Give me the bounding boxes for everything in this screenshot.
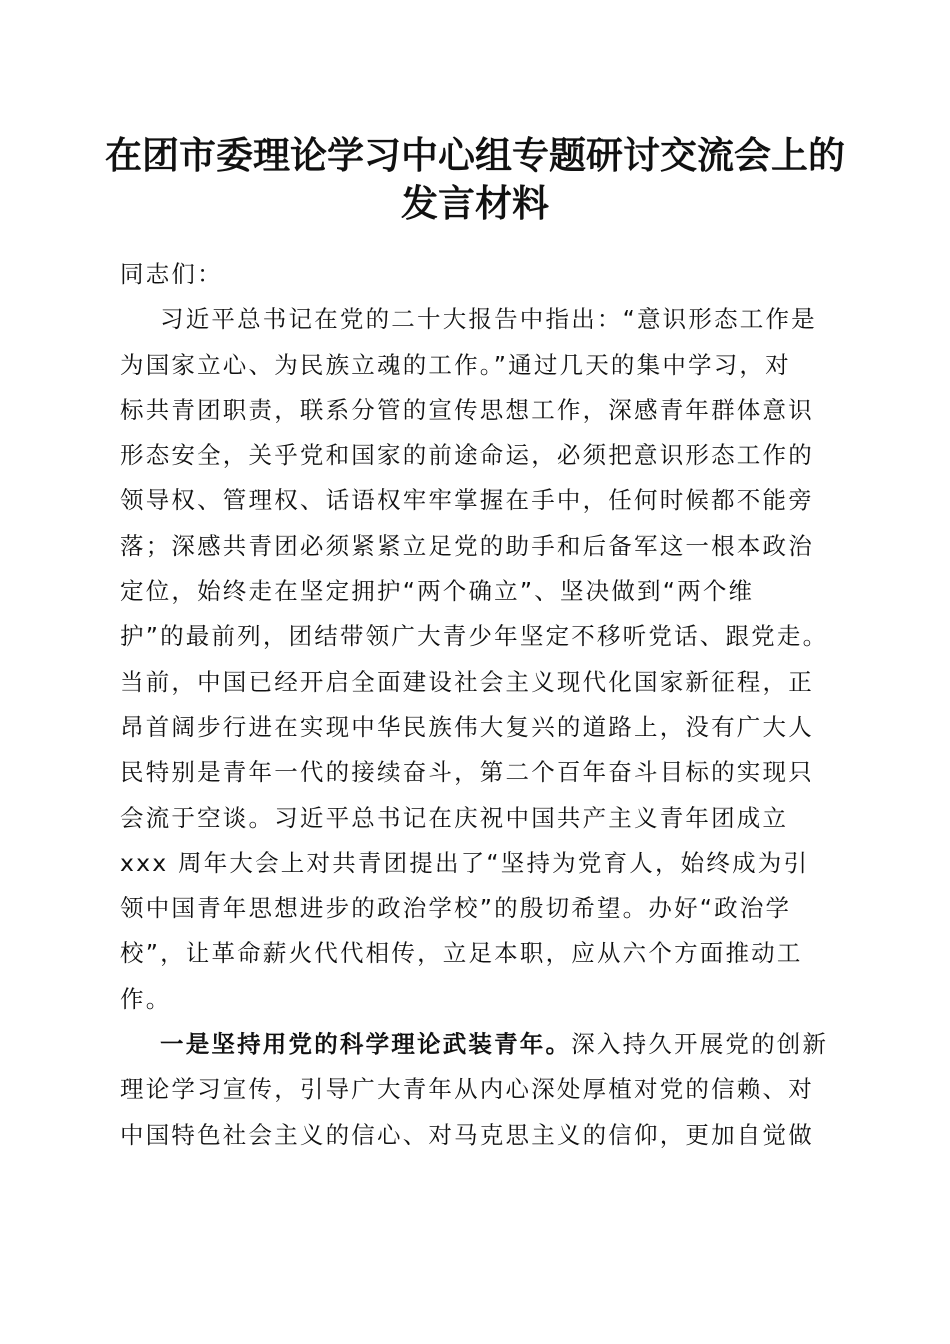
paragraph-1-line: 当前，中国已经开启全面建设社会主义现代化国家新征程，正 <box>120 667 814 696</box>
paragraph-1-line: 领中国青年思想进步的政治学校”的殷切希望。办好“政治学 <box>120 894 792 923</box>
paragraph-1-line: 标共青团职责，联系分管的宣传思想工作，深感青年群体意识 <box>120 395 814 424</box>
paragraph-1-line: 习近平总书记在党的二十大报告中指出：“意识形态工作是 <box>160 305 817 334</box>
paragraph-1-line: 作。 <box>120 984 172 1013</box>
paragraph-1-line: 定位，始终走在坚定拥护“两个确立”、坚决做到“两个维 <box>120 577 755 606</box>
paragraph-1-line: 护”的最前列，团结带领广大青少年坚定不移听党话、跟党走。 <box>120 622 829 651</box>
paragraph-1-line: 校”，让革命薪火代代相传，立足本职，应从六个方面推动工 <box>120 939 803 968</box>
paragraph-1-line: 落；深感共青团必须紧紧立足党的助手和后备军这一根本政治 <box>120 531 814 560</box>
paragraph-1-line: 会流于空谈。习近平总书记在庆祝中国共产主义青年团成立 <box>120 803 789 832</box>
paragraph-1-line: 为国家立心、为民族立魂的工作。”通过几天的集中学习，对 <box>120 350 791 379</box>
paragraph-1 <box>120 297 840 1022</box>
salutation <box>120 252 840 297</box>
paragraph-2 <box>120 1022 840 1158</box>
paragraph-1-line: 领导权、管理权、话语权牢牢掌握在手中，任何时候都不能旁 <box>120 486 814 515</box>
paragraph-2-line: 理论学习宣传，引导广大青年从内心深处厚植对党的信赖、对 <box>120 1075 814 1104</box>
title-line-2: 发言材料 <box>401 181 549 225</box>
paragraph-2-line: 中国特色社会主义的信心、对马克思主义的信仰，更加自觉做 <box>120 1120 814 1149</box>
paragraph-1-line: 昂首阔步行进在实现中华民族伟大复兴的道路上，没有广大人 <box>120 712 814 741</box>
paragraph-2-first-rest: 深入持久开展党的创新 <box>571 1030 829 1059</box>
document-title <box>100 131 850 227</box>
title-line-1: 在团市委理论学习中心组专题研讨交流会上的 <box>105 133 845 177</box>
paragraph-2-heading: 一是坚持用党的科学理论武装青年。 <box>160 1030 572 1059</box>
salutation-text: 同志们： <box>120 260 223 288</box>
paragraph-2-first-line <box>120 1022 840 1067</box>
paragraph-1-line: xxx 周年大会上对共青团提出了“坚持为党育人，始终成为引 <box>120 848 810 877</box>
paragraph-1-line: 民特别是青年一代的接续奋斗，第二个百年奋斗目标的实现只 <box>120 758 814 787</box>
paragraph-1-line: 形态安全，关乎党和国家的前途命运，必须把意识形态工作的 <box>120 441 814 470</box>
document-body <box>120 252 840 1158</box>
